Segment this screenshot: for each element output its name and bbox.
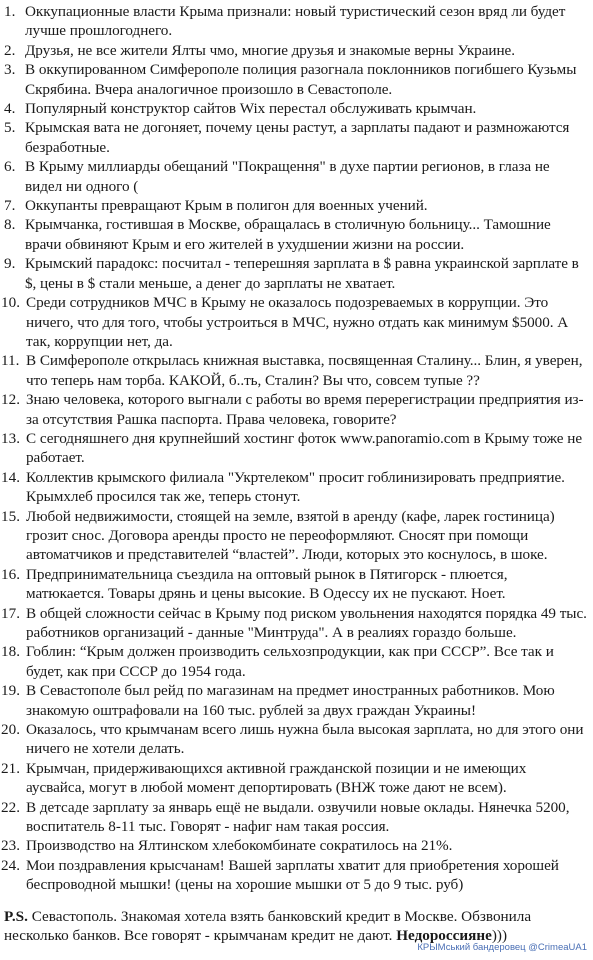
list-item [0, 390, 593, 429]
item-text: Гоблин: “Крым должен производить сельхозпродукции, как при СССР”. Все так и будет, как при СССР до 1954 года. [26, 643, 554, 680]
list-item [0, 157, 593, 196]
list-item [0, 99, 593, 118]
list-item [0, 798, 593, 837]
item-number: 8. [4, 216, 16, 234]
item-number: 9. [4, 255, 16, 273]
item-text: Мои поздравления крысчанам! Вашей зарплаты хватит для приобретения хорошей беспроводной мышки! (цены на хорошие мышки от 5 до 9 тыс. руб) [26, 856, 559, 894]
item-number: 4. [4, 100, 16, 118]
list-item [0, 60, 593, 99]
list-item [0, 642, 593, 681]
item-number: 16. [1, 565, 20, 583]
postscript [4, 907, 589, 946]
item-text: Знаю человека, которого выгнали с работы во время перерегистрации предприятия из-за отсутствия Рашка паспорта. Права человека, говорите? [26, 391, 584, 428]
item-text: Крымская вата не догоняет, почему цены растут, а зарплаты падают и размножаются безработные. [25, 119, 570, 156]
item-number: 15. [1, 507, 20, 525]
item-text: В Севастополе был рейд по магазинам на предмет иностранных работников. Мою знакомую оштрафовали на 160 тыс. рублей за двух граждан Украины! [26, 682, 555, 719]
item-text: В Крыму миллиарды обещаний "Покращення" в духе партии регионов, в глаза не видел ни одного ( [25, 158, 550, 195]
list-item [0, 468, 593, 507]
item-text: Популярный конструктор сайтов Wix перестал обслуживать крымчан. [25, 100, 477, 118]
list-item [0, 196, 593, 215]
item-text: В общей сложности сейчас в Крыму под риском увольнения находятся порядка 49 тыс. работников организаций - данные "Минтруда". А в реалиях гораздо больше. [26, 604, 587, 641]
item-text: Предпринимательница съездила на оптовый рынок в Пятигорск - плюется, матюкается. Товары дрянь и цены высокие. В Одессу их не пускают. Ноет. [26, 565, 508, 603]
item-text: Друзья, не все жители Ялты чмо, многие друзья и знакомые верны Украине. [25, 41, 515, 59]
item-number: 20. [1, 721, 20, 739]
postscript-bold-word: Недороссияне [396, 927, 492, 945]
item-text: Крымчанка, гостившая в Москве, обращалась в столичную больницу... Тамошние врачи обвиняют Крым и его жителей в ухудшении жизни на россии. [25, 216, 551, 253]
item-number: 22. [1, 798, 20, 816]
author-signature: КРЫМський бандеровец @CrimeaUA1 [417, 942, 587, 953]
item-number: 17. [1, 604, 20, 622]
item-text: Оккупационные власти Крыма признали: новый туристический сезон вряд ли будет лучше прошлогоднего. [25, 3, 566, 40]
item-text: Любой недвижимости, стоящей на земле, взятой в аренду (кафе, ларек гостиница) грозит снос. Договора аренды просто не переоформляют. Сносят при помощи автоматчиков и представителей “властей”. Люди, которых это коснулось, в шоке. [26, 507, 555, 564]
list-item [0, 681, 593, 720]
item-text: Коллектив крымского филиала "Укртелеком" просит гоблинизировать предприятие. Крымхлеб просился так же, теперь стонут. [26, 468, 565, 506]
item-number: 2. [4, 41, 16, 59]
item-number: 18. [1, 643, 20, 661]
list-item [0, 856, 593, 895]
list-item [0, 604, 593, 643]
news-list [0, 2, 593, 895]
list-item [0, 720, 593, 759]
item-text: Оказалось, что крымчанам всего лишь нужна была высокая зарплата, но для этого они ничего не хотели делать. [26, 721, 584, 758]
list-item [0, 41, 593, 60]
list-item [0, 507, 593, 565]
item-number: 12. [1, 391, 20, 409]
item-number: 3. [4, 61, 16, 79]
list-item [0, 429, 593, 468]
item-text: С сегодняшнего дня крупнейший хостинг фоток www.panoramio.com в Крыму тоже не работает. [26, 429, 583, 467]
item-number: 6. [4, 158, 16, 176]
item-number: 19. [1, 682, 20, 700]
list-item [0, 351, 593, 390]
item-number: 10. [1, 294, 20, 312]
item-text: Среди сотрудников МЧС в Крыму не оказалось подозреваемых в коррупции. Это ничего, что для того, чтобы устроиться в МЧС, нужно отдать как минимум $5000. А так, коррупции нет, да. [26, 294, 569, 350]
list-item [0, 215, 593, 254]
list-item [0, 118, 593, 157]
item-text: Производство на Ялтинском хлебокомбинате сократилось на 21%. [26, 837, 453, 855]
item-number: 5. [4, 119, 16, 137]
list-item [0, 565, 593, 604]
item-text: В оккупированном Симферополе полиция разогнала поклонников погибшего Кузьмы Скрябина. Вчера аналогичное произошло в Севастополе. [25, 61, 577, 98]
list-item [0, 2, 593, 41]
list-item [0, 293, 593, 351]
item-number: 13. [1, 429, 20, 447]
item-number: 21. [1, 759, 20, 777]
postscript-tail: ))) [491, 927, 508, 945]
item-number: 1. [4, 3, 16, 20]
item-text: Оккупанты превращают Крым в полигон для военных учений. [25, 197, 428, 215]
postscript-text: Севастополь. Знакомая хотела взять банковский кредит в Москве. Обзвонила несколько банков. Все говорят - крымчанам кредит не дают. [4, 908, 532, 945]
item-text: В детсаде зарплату за январь ещё не выдали. озвучили новые оклады. Нянечка 5200, воспитатель 8-11 тыс. Говорят - нафиг нам такая россия. [26, 798, 570, 836]
item-number: 23. [1, 837, 20, 855]
list-item [0, 836, 593, 855]
postscript-label: P.S. [4, 908, 28, 925]
item-text: В Симферополе открылась книжная выставка, посвященная Сталину... Блин, я уверен, что теперь нам торба. КАКОЙ, б..ть, Сталин? Вы что, совсем тупые ?? [26, 352, 583, 389]
list-item [0, 254, 593, 293]
item-number: 7. [4, 197, 16, 215]
item-text: Крымчан, придерживающихся активной гражданской позиции и не имеющих аусвайса, могут в любой момент депортировать (ВНЖ тоже дают не всем). [26, 759, 527, 797]
item-number: 11. [1, 352, 20, 370]
item-text: Крымский парадокс: посчитал - теперешняя зарплата в $ равна украинской зарплате в $, цены в $ стали меньше, а денег до зарплаты не хватает. [25, 255, 579, 292]
item-number: 14. [1, 468, 20, 486]
list-item [0, 759, 593, 798]
item-number: 24. [1, 856, 20, 874]
